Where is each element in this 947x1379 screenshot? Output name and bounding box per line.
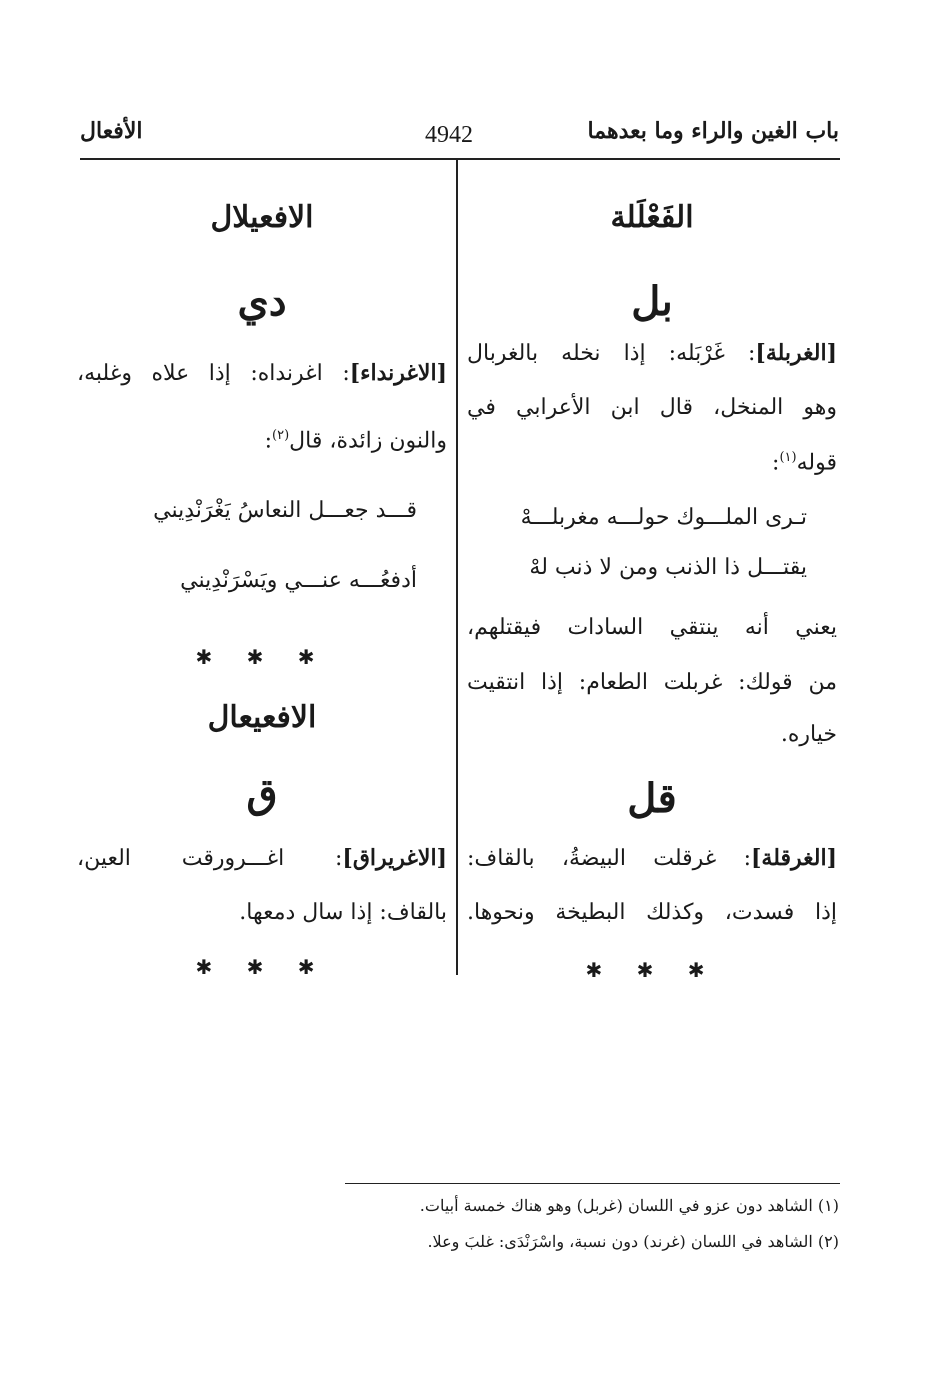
running-header-section: الأفعال	[80, 118, 143, 144]
section-heading-falala: الفَعْلَلة	[610, 200, 694, 235]
running-header-chapter: باب الغين والراء وما بعدهما	[587, 118, 839, 144]
verse-line-2: يقتـــل ذا الذنب ومن لا ذنب لهْ	[529, 555, 807, 580]
entry-ighrindaa-line-2: والنون زائدة، قال$^{(٢)}$:	[264, 428, 447, 454]
entry-ighriraq-line-2: بالقاف: إذا سال دمعها.	[239, 900, 447, 925]
entry-ghirbala-line-1: [الغربلة]: غَرْبَله: إذا نخله بالغربال	[467, 340, 837, 366]
footnote-rule	[345, 1183, 840, 1184]
footnote-ref-2: (٢)	[272, 428, 290, 443]
section-separator-stars: ✱ ✱ ✱	[195, 955, 329, 979]
footnote-1: (١) الشاهد دون عزو في اللسان (غربل) وهو هناك خمسة أبيات.	[419, 1196, 839, 1215]
entry-ghirqala-line-2: إذا فسدت، وكذلك البطيخة ونحوها.	[467, 900, 837, 925]
page-number: 4942	[425, 122, 473, 148]
verse-line-1: قـــد جعـــل النعاسُ يَغْرَنْدِيني	[153, 498, 417, 523]
entry-term-ghirbala: [الغربلة]	[755, 340, 837, 366]
entry-term-ighrindaa: [الاغرنداء]	[349, 360, 447, 386]
column-divider	[456, 160, 458, 975]
section-heading-ifiial: الافعيعال	[207, 700, 317, 735]
header-rule	[80, 158, 840, 160]
entry-ighrindaa-line-1: [الاغرنداء]: اغرنداه: إذا علاه وغلبه،	[77, 360, 447, 386]
entry-ghirbala-line-5: من قولك: غربلت الطعام: إذا انتقيت	[467, 670, 837, 695]
entry-ghirbala-line-4: يعني أنه ينتقي السادات فيقتلهم،	[467, 615, 837, 640]
entry-term-ghirqala: [الغرقلة]	[751, 845, 837, 871]
section-heading-ifiilal: الافعيلال	[210, 200, 314, 235]
root-heading-bl: بل	[631, 278, 673, 325]
root-heading-q: ق	[246, 770, 278, 817]
entry-ghirbala-line-3: قوله$^{(١)}$:	[772, 450, 837, 476]
entry-ghirbala-line-2: وهو المنخل، قال ابن الأعرابي في	[467, 395, 837, 420]
root-heading-dy: دي	[237, 278, 287, 325]
verse-line-1: تـرى الملـــوك حولـــه مغربلـــهْ	[520, 505, 807, 530]
footnote-ref-1: (١)	[779, 450, 797, 465]
entry-ighriraq-line-1: [الاغريراق]: اغـــرورقت العين،	[77, 845, 447, 871]
entry-ghirqala-line-1: [الغرقلة]: غرقلت البيضةُ، بالقاف:	[467, 845, 837, 871]
verse-line-2: أدفعُـــه عنـــي ويَسْرَنْدِيني	[180, 568, 417, 593]
section-separator-stars: ✱ ✱ ✱	[585, 958, 719, 982]
root-heading-ql: قل	[627, 775, 677, 822]
footnote-2: (٢) الشاهد في اللسان (غرند) دون نسبة، واسْرَنْدَى: غلبَ وعلا.	[427, 1232, 839, 1251]
entry-ghirbala-line-6: خياره.	[780, 722, 837, 747]
section-separator-stars: ✱ ✱ ✱	[195, 645, 329, 669]
entry-term-ighriraq: [الاغريراق]	[342, 845, 447, 871]
